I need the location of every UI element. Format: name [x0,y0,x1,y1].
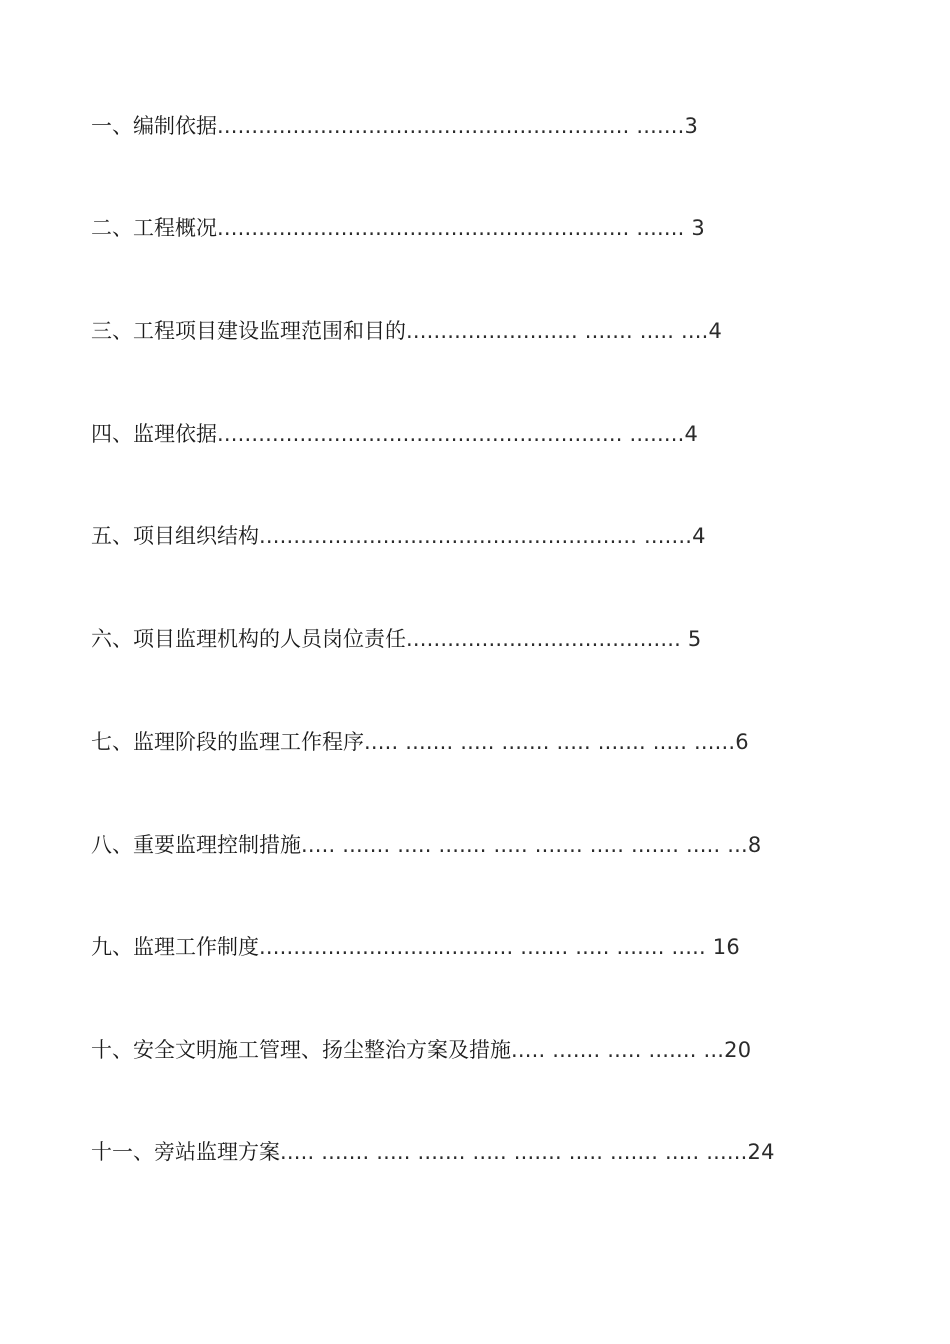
toc-entry-title: 一、编制依据 [91,114,217,138]
toc-entry-leader-page: ............................................................ ....... 3 [217,216,705,240]
toc-entry-leader-page: ..... ....... ..... ....... ..... ....... ..... ....... ..... ......24 [280,1140,775,1164]
toc-entry[interactable] [91,931,740,963]
toc-entry[interactable] [91,418,698,450]
toc-entry-leader-page: ......................... ....... ..... ....4 [406,319,723,343]
toc-entry[interactable] [91,1034,751,1066]
toc-entry[interactable] [91,726,749,758]
toc-entry[interactable] [91,623,701,655]
toc-entry-leader-page: ..... ....... ..... ....... ...20 [511,1038,752,1062]
toc-entry-title: 十、安全文明施工管理、扬尘整治方案及措施 [91,1038,511,1062]
toc-entry-leader-page: ............................................................ .......3 [217,114,699,138]
toc-entry-title: 九、监理工作制度 [91,935,259,959]
toc-entry-title: 七、监理阶段的监理工作程序 [91,730,364,754]
toc-entry-title: 八、重要监理控制措施 [91,833,301,857]
toc-entry-leader-page: ..................................... ....... ..... ....... ..... 16 [259,935,740,959]
toc-entry[interactable] [91,110,698,142]
toc-entry-leader-page: ..... ....... ..... ....... ..... ....... ..... ....... ..... ...8 [301,833,762,857]
toc-entry-leader-page: ..... ....... ..... ....... ..... ....... ..... ......6 [364,730,749,754]
toc-entry-title: 二、工程概况 [91,216,217,240]
toc-entry-title: 三、工程项目建设监理范围和目的 [91,319,406,343]
toc-entry-title: 四、监理依据 [91,422,217,446]
toc-entry-leader-page: ........................................ 5 [406,627,702,651]
toc-entry[interactable] [91,1136,775,1168]
toc-entry[interactable] [91,829,761,861]
toc-entry-title: 十一、旁站监理方案 [91,1140,280,1164]
toc-entry-title: 五、项目组织结构 [91,524,259,548]
toc-entry-title: 六、项目监理机构的人员岗位责任 [91,627,406,651]
toc-entry[interactable] [91,212,705,244]
toc-entry[interactable] [91,315,722,347]
toc-entry-leader-page: ........................................................... ........4 [217,422,699,446]
toc-entry[interactable] [91,520,706,552]
toc-entry-leader-page: ....................................................... .......4 [259,524,706,548]
